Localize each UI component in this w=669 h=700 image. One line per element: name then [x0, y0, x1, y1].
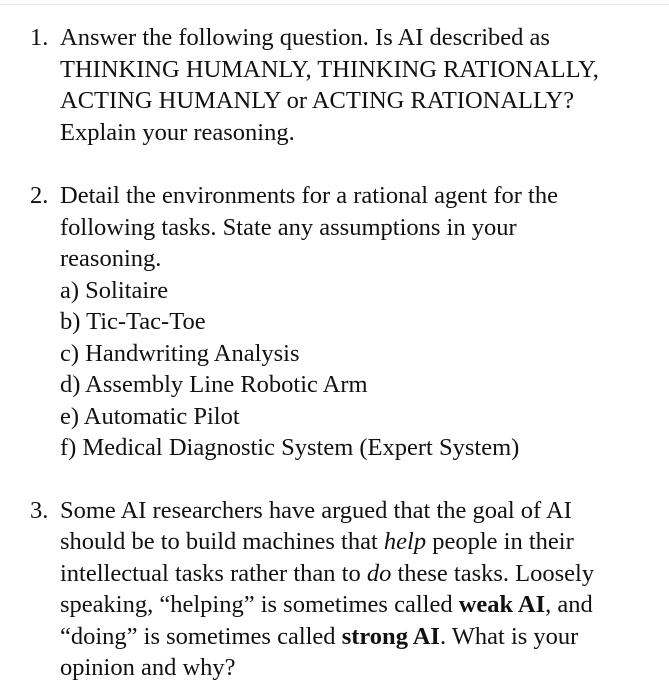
task-list-item: d) Assembly Line Robotic Arm — [60, 371, 368, 398]
text-run: these tasks. Loosely — [391, 559, 595, 587]
bold-weak-ai: weak AI — [458, 591, 546, 618]
question-1-line: ACTING HUMANLY or ACTING RATIONALLY? — [60, 87, 575, 114]
question-1-line: THINKING HUMANLY, THINKING RATIONALLY, — [60, 55, 599, 83]
task-list — [60, 275, 660, 464]
task-list-item: a) Solitaire — [60, 276, 169, 304]
question-1 — [30, 22, 660, 148]
text-run: people in their — [426, 528, 574, 555]
question-3-line — [60, 558, 660, 590]
top-divider — [0, 4, 669, 5]
question-3-line: opinion and why? — [60, 654, 236, 681]
question-3-line — [60, 589, 660, 621]
emphasis-do: do — [366, 559, 392, 587]
question-number: 1. — [30, 24, 49, 51]
task-list-item: c) Handwriting Analysis — [60, 339, 300, 367]
question-3-line — [60, 526, 660, 558]
question-2-line: Detail the environments for a rational agent for the — [60, 182, 558, 209]
bold-strong-ai: strong AI — [341, 622, 440, 650]
text-run: should be to build machines that — [60, 528, 384, 555]
task-list-item: b) Tic-Tac-Toe — [60, 308, 206, 335]
text-run: intellectual tasks rather than to — [60, 559, 367, 587]
question-2-line: following tasks. State any assumptions in your — [60, 213, 517, 241]
text-run: “doing” is sometimes called — [60, 622, 342, 650]
document-body — [30, 22, 660, 684]
question-number: 3. — [30, 496, 49, 524]
question-3-line — [60, 621, 660, 653]
text-run: . What is your — [439, 622, 579, 650]
task-list-item: e) Automatic Pilot — [60, 402, 240, 430]
question-3-line: Some AI researchers have argued that the goal of AI — [60, 496, 572, 524]
question-2-line: reasoning. — [60, 245, 162, 272]
question-1-line: Explain your reasoning. — [60, 118, 295, 146]
question-2 — [30, 180, 660, 464]
text-run: , and — [545, 591, 593, 618]
question-1-line: Answer the following question. Is AI described as — [60, 24, 550, 51]
question-number: 2. — [30, 182, 49, 209]
task-list-item: f) Medical Diagnostic System (Expert System) — [60, 434, 520, 461]
emphasis-help: help — [383, 528, 427, 555]
text-run: speaking, “helping” is sometimes called — [60, 591, 459, 618]
question-3 — [30, 495, 660, 684]
